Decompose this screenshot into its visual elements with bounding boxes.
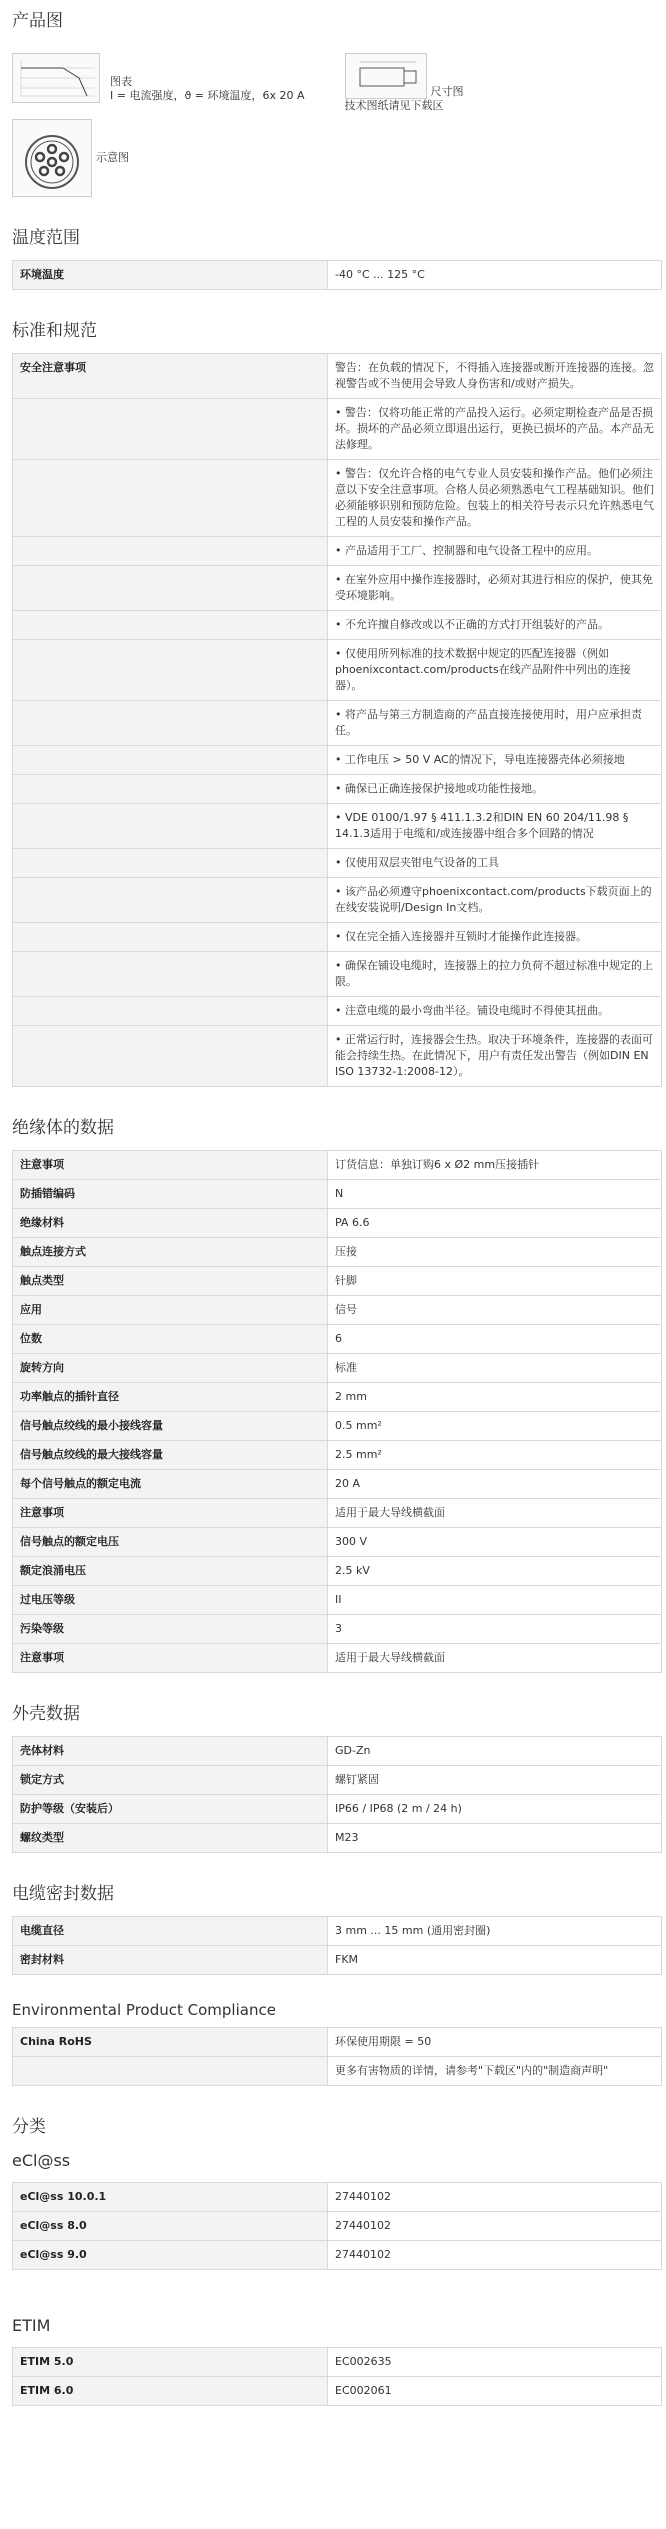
row-key: 信号触点绞线的最小接线容量 [13, 1412, 328, 1441]
safety-note: • 仅在完全插入连接器并互锁时才能操作此连接器。 [328, 923, 662, 952]
row-value: 27440102 [328, 2212, 662, 2241]
table-row [13, 1824, 662, 1853]
section-title-standards: 标准和规范 [12, 321, 97, 341]
table-row [13, 952, 662, 997]
chart-note: I = 电流强度，ϑ = 环境温度，6x 20 A [110, 89, 305, 102]
table-row [13, 997, 662, 1026]
temperature-table [12, 260, 662, 290]
row-key: 污染等级 [13, 1615, 328, 1644]
table-row [13, 1383, 662, 1412]
row-key: 锁定方式 [13, 1766, 328, 1795]
row-key: 每个信号触点的额定电流 [13, 1470, 328, 1499]
section-title-housing: 外壳数据 [12, 1704, 80, 1724]
row-key: 防插错编码 [13, 1180, 328, 1209]
chart-thumbnail[interactable] [12, 53, 305, 103]
table-row [13, 1354, 662, 1383]
row-value: 2.5 kV [328, 1557, 662, 1586]
subsection-title-etim: ETIM [12, 2316, 51, 2335]
table-row [13, 878, 662, 923]
table-row [13, 923, 662, 952]
table-row [13, 1412, 662, 1441]
table-row [13, 1026, 662, 1087]
row-value: 3 mm ... 15 mm (通用密封圈) [328, 1917, 662, 1946]
safety-note: • VDE 0100/1.97 § 411.1.3.2和DIN EN 60 204/11.98 § 14.1.3适用于电缆和/或连接器中组合多个回路的情况 [328, 804, 662, 849]
row-value: 环保使用期限 = 50 [328, 2028, 662, 2057]
table-row [13, 849, 662, 878]
row-key [13, 640, 328, 701]
table-row [13, 1737, 662, 1766]
chart-caption: 图表 [110, 75, 132, 88]
safety-note: • 该产品必须遵守phoenixcontact.com/products下载页面上的在线安装说明/Design In文档。 [328, 878, 662, 923]
row-key [13, 537, 328, 566]
safety-note: • 仅使用双层夹钳电气设备的工具 [328, 849, 662, 878]
row-key: 绝缘材料 [13, 1209, 328, 1238]
table-row [13, 354, 662, 399]
table-row [13, 1325, 662, 1354]
row-key [13, 399, 328, 460]
row-key [13, 878, 328, 923]
row-key [13, 997, 328, 1026]
row-value: 适用于最大导线横截面 [328, 1499, 662, 1528]
row-value: 0.5 mm² [328, 1412, 662, 1441]
row-key: 功率触点的插针直径 [13, 1383, 328, 1412]
dimension-image[interactable] [345, 53, 427, 99]
row-key [13, 566, 328, 611]
row-value: 6 [328, 1325, 662, 1354]
row-key [13, 611, 328, 640]
standards-table [12, 353, 662, 1087]
row-key: eCl@ss 9.0 [13, 2241, 328, 2270]
table-row [13, 1586, 662, 1615]
table-row [13, 1528, 662, 1557]
eclass-table [12, 2182, 662, 2270]
row-key: 壳体材料 [13, 1737, 328, 1766]
row-key: 信号触点绞线的最大接线容量 [13, 1441, 328, 1470]
schematic-caption: 示意图 [96, 151, 129, 164]
row-value: 27440102 [328, 2241, 662, 2270]
safety-note: • 正常运行时，连接器会生热。取决于环境条件，连接器的表面可能会持续生热。在此情况下，用户有责任发出警告（例如DIN EN ISO 13732-1:2008-12）。 [328, 1026, 662, 1087]
row-key: eCl@ss 10.0.1 [13, 2183, 328, 2212]
table-row [13, 1180, 662, 1209]
row-key: 额定浪涌电压 [13, 1557, 328, 1586]
row-key [13, 460, 328, 537]
row-value: PA 6.6 [328, 1209, 662, 1238]
row-key: 位数 [13, 1325, 328, 1354]
row-key: 旋转方向 [13, 1354, 328, 1383]
table-row [13, 537, 662, 566]
safety-note: • 警告：仅将功能正常的产品投入运行。必须定期检查产品是否损坏。损坏的产品必须立即退出运行，更换已损坏的产品。本产品无法修理。 [328, 399, 662, 460]
table-row [13, 1296, 662, 1325]
table-row [13, 775, 662, 804]
row-key: 密封材料 [13, 1946, 328, 1975]
table-row [13, 1766, 662, 1795]
row-value: 2 mm [328, 1383, 662, 1412]
table-row [13, 460, 662, 537]
table-row [13, 1441, 662, 1470]
dimension-thumbnail[interactable] [344, 53, 464, 112]
table-row [13, 2241, 662, 2270]
row-value: 订货信息：单独订购6 x Ø2 mm压接插针 [328, 1151, 662, 1180]
row-key: 环境温度 [13, 261, 328, 290]
row-value: FKM [328, 1946, 662, 1975]
table-row [13, 1238, 662, 1267]
dimension-note: 技术图纸请见下载区 [344, 99, 444, 112]
row-value: IP66 / IP68 (2 m / 24 h) [328, 1795, 662, 1824]
row-key: ETIM 6.0 [13, 2377, 328, 2406]
row-key [13, 1026, 328, 1087]
row-key: 注意事项 [13, 1644, 328, 1673]
row-value: 2.5 mm² [328, 1441, 662, 1470]
cable-seal-table [12, 1916, 662, 1975]
safety-note: • 确保已正确连接保护接地或功能性接地。 [328, 775, 662, 804]
row-value: N [328, 1180, 662, 1209]
table-row [13, 399, 662, 460]
row-key: 信号触点的额定电压 [13, 1528, 328, 1557]
safety-note: • 将产品与第三方制造商的产品直接连接使用时，用户应承担责任。 [328, 701, 662, 746]
table-row [13, 1267, 662, 1296]
section-title-temperature: 温度范围 [12, 228, 80, 248]
row-value: 3 [328, 1615, 662, 1644]
table-row [13, 1557, 662, 1586]
table-row [13, 2057, 662, 2086]
safety-note: • 工作电压 > 50 V AC的情况下，导电连接器壳体必须接地 [328, 746, 662, 775]
row-value: II [328, 1586, 662, 1615]
row-value: 信号 [328, 1296, 662, 1325]
safety-note: 警告：在负载的情况下，不得插入连接器或断开连接器的连接。忽视警告或不当使用会导致人身伤害和/或财产损失。 [328, 354, 662, 399]
table-row [13, 701, 662, 746]
row-value: EC002061 [328, 2377, 662, 2406]
table-row [13, 2377, 662, 2406]
row-value: 更多有害物质的详情，请参考"下载区"内的"制造商声明" [328, 2057, 662, 2086]
row-value: 20 A [328, 1470, 662, 1499]
section-title-env: Environmental Product Compliance [12, 2001, 276, 2019]
row-key: 过电压等级 [13, 1586, 328, 1615]
table-row [13, 746, 662, 775]
row-key: 应用 [13, 1296, 328, 1325]
table-row [13, 2348, 662, 2377]
row-value: -40 °C ... 125 °C [328, 261, 662, 290]
table-row [13, 2183, 662, 2212]
safety-note: • 在室外应用中操作连接器时，必须对其进行相应的保护，使其免受环境影响。 [328, 566, 662, 611]
env-table [12, 2027, 662, 2086]
safety-note: • 不允许擅自修改或以不正确的方式打开组装好的产品。 [328, 611, 662, 640]
table-row [13, 611, 662, 640]
row-value: 27440102 [328, 2183, 662, 2212]
row-value: M23 [328, 1824, 662, 1853]
row-key [13, 952, 328, 997]
table-row [13, 1615, 662, 1644]
safety-note: • 确保在铺设电缆时，连接器上的拉力负荷不超过标准中规定的上限。 [328, 952, 662, 997]
row-key: 注意事项 [13, 1151, 328, 1180]
row-value: EC002635 [328, 2348, 662, 2377]
row-key: 电缆直径 [13, 1917, 328, 1946]
row-value: 适用于最大导线横截面 [328, 1644, 662, 1673]
row-key: 防护等级（安装后） [13, 1795, 328, 1824]
section-title-cable-seal: 电缆密封数据 [12, 1884, 114, 1904]
table-row [13, 1209, 662, 1238]
table-row [13, 640, 662, 701]
table-row [13, 1946, 662, 1975]
row-value: GD-Zn [328, 1737, 662, 1766]
table-row [13, 1499, 662, 1528]
table-row [13, 1470, 662, 1499]
row-key: ETIM 5.0 [13, 2348, 328, 2377]
chart-image[interactable] [12, 53, 100, 103]
safety-note: • 注意电缆的最小弯曲半径。铺设电缆时不得使其扭曲。 [328, 997, 662, 1026]
row-key: 触点类型 [13, 1267, 328, 1296]
row-key: eCl@ss 8.0 [13, 2212, 328, 2241]
table-row [13, 804, 662, 849]
row-value: 压接 [328, 1238, 662, 1267]
table-row [13, 566, 662, 611]
safety-note: • 仅使用所列标准的技术数据中规定的匹配连接器（例如phoenixcontact.com/products在线产品附件中列出的连接器）。 [328, 640, 662, 701]
row-value: 300 V [328, 1528, 662, 1557]
row-key [13, 701, 328, 746]
dimension-caption: 尺寸图 [430, 85, 464, 98]
row-key: 注意事项 [13, 1499, 328, 1528]
schematic-image[interactable] [12, 119, 92, 197]
table-row [13, 1644, 662, 1673]
row-key [13, 746, 328, 775]
table-row [13, 1151, 662, 1180]
row-value: 螺钉紧固 [328, 1766, 662, 1795]
row-value: 标准 [328, 1354, 662, 1383]
table-row [13, 1917, 662, 1946]
section-title-classification: 分类 [12, 2117, 46, 2137]
row-key [13, 849, 328, 878]
row-value: 针脚 [328, 1267, 662, 1296]
row-key [13, 804, 328, 849]
row-key: China RoHS [13, 2028, 328, 2057]
row-key: 触点连接方式 [13, 1238, 328, 1267]
row-key: 螺纹类型 [13, 1824, 328, 1853]
row-key [13, 923, 328, 952]
section-title-insulator: 绝缘体的数据 [12, 1118, 114, 1138]
table-row [13, 261, 662, 290]
etim-table [12, 2347, 662, 2406]
safety-note: • 产品适用于工厂、控制器和电气设备工程中的应用。 [328, 537, 662, 566]
table-row [13, 2028, 662, 2057]
subsection-title-eclass: eCl@ss [12, 2151, 71, 2170]
row-key: 安全注意事项 [13, 354, 328, 399]
section-title-product-images: 产品图 [12, 11, 63, 31]
row-key [13, 2057, 328, 2086]
safety-note: • 警告：仅允许合格的电气专业人员安装和操作产品。他们必须注意以下安全注意事项。合格人员必须熟悉电气工程基础知识。他们必须能够识别和预防危险。包装上的相关符号表示只允许熟悉电气工程的人员安装和操作产品。 [328, 460, 662, 537]
table-row [13, 1795, 662, 1824]
insulator-table [12, 1150, 662, 1673]
schematic-thumbnail[interactable] [12, 119, 129, 197]
housing-table [12, 1736, 662, 1853]
table-row [13, 2212, 662, 2241]
row-key [13, 775, 328, 804]
